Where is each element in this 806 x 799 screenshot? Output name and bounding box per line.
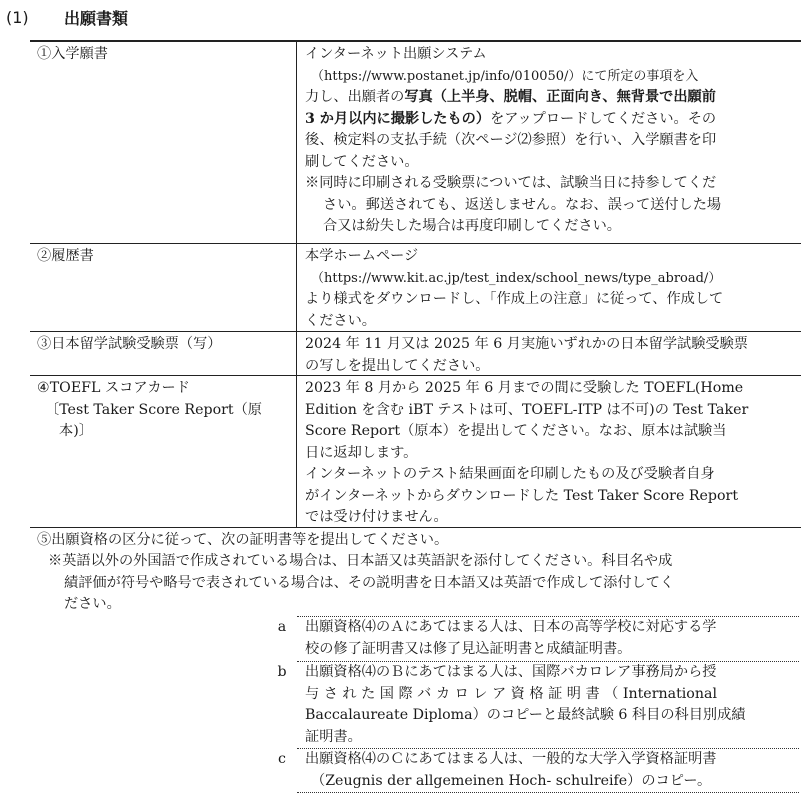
url-text: （https://www.kit.ac.jp/test_index/school_news/type_abroad/）: [311, 270, 722, 286]
text-line: 証明書。: [305, 728, 362, 745]
text-line: 2024 年 11 月又は 2025 年 6 月実施いずれかの日本留学試験受験票: [305, 336, 748, 352]
text-line: インターネット出願システム: [305, 46, 487, 62]
item-content: [305, 662, 745, 748]
note-line: 合又は紛失した場合は再度印刷してください。: [323, 218, 621, 234]
row5-intro: ⑤出願資格の区分に従って、次の証明書等を提出してください。: [37, 532, 449, 548]
text-line: ください。: [305, 312, 376, 329]
dotted-separator: [297, 792, 799, 793]
text-line: がインターネットからダウンロードした Test Taker Score Report: [305, 487, 739, 504]
row-content: [305, 44, 721, 238]
text-line: Baccalaureate Diploma）のコピーと最終試験 6 科目の科目別成績: [305, 707, 746, 723]
text-line: 刷してください。: [305, 153, 419, 170]
section-heading: [6, 5, 128, 29]
note-line: さい。郵送されても、返送しません。なお、誤って送付した場: [323, 196, 722, 213]
note-line: ださい。: [64, 596, 121, 612]
row-label: [37, 378, 262, 443]
column-divider: [296, 41, 297, 527]
text-line: 校の修了証明書又は修了見込証明書と成績証明書。: [305, 640, 632, 657]
text-line: [305, 87, 721, 109]
text-line: 2023 年 8 月から 2025 年 6 月までの間に受験した TOEFL(Home: [305, 380, 744, 396]
text-line: 出願資格⑷のＢにあてはまる人は、国際バカロレア事務局から授: [305, 664, 717, 680]
text-line: Score Report（原本）を提出してください。なお、原本は試験当: [305, 423, 727, 439]
text-line: 日に返却します。: [305, 444, 418, 461]
label-line: ④TOEFL スコアカード: [37, 380, 190, 396]
row-divider: [30, 243, 801, 244]
url-text: （https://www.postanet.jp/info/010050/）にて所定の事項を入: [311, 68, 699, 84]
text-line: では受け付けません。: [305, 509, 448, 525]
text-run: 力し、出願者の: [305, 89, 405, 105]
text-line: 与 さ れ た 国 際 バ カ ロ レ ア 資 格 証 明 書 （ International: [305, 685, 717, 702]
bold-run: 写真（上半身、脱帽、正面向き、無背景で出願前: [404, 89, 716, 105]
item-letter: a: [277, 619, 287, 635]
text-line: 後、検定料の支払手続（次ページ⑵参照）を行い、入学願書を印: [305, 132, 717, 148]
text-line: [305, 109, 721, 131]
text-line: Edition を含む iBT テストは可、TOEFL-ITP は不可)の Test Taker: [305, 401, 749, 418]
text-line: 出願資格⑷のＡにあてはまる人は、日本の高等学校に対応する学: [305, 619, 717, 635]
url-line: [305, 66, 721, 88]
item-letter: c: [278, 751, 286, 767]
section-number: (1): [6, 7, 29, 27]
table-top-rule: [30, 40, 801, 42]
item-content: [305, 749, 716, 792]
text-line: インターネットのテスト結果画面を印刷したもの及び受験者自身: [305, 466, 715, 482]
text-line: 本学ホームページ: [305, 248, 419, 264]
url-line: [305, 268, 723, 290]
text-line: 出願資格⑷のＣにあてはまる人は、一般的な大学入学資格証明書: [305, 751, 717, 767]
section-title: 出願書類: [64, 8, 129, 28]
item-letter: b: [277, 664, 287, 680]
label-line: 〔Test Taker Score Report（原: [45, 401, 262, 418]
bold-run: 3 か月以内に撮影したもの）: [305, 110, 491, 127]
row-content: [305, 246, 723, 332]
text-run: をアップロードしてください。その: [490, 110, 717, 127]
note-line: 績評価が符号や略号で表されている場合は、その説明書を日本語又は英語で作成して添付してく: [64, 574, 675, 591]
row-content: [305, 334, 748, 377]
note-line: ※同時に印刷される受験票については、試験当日に持参してくだ: [305, 175, 717, 191]
row-label: ①入学願書: [37, 46, 108, 62]
note-line: ※英語以外の外国語で作成されている場合は、日本語又は英語訳を添付してください。科目名や成: [48, 553, 673, 569]
text-line: （Zeugnis der allgemeinen Hoch- schulreife）のコピー。: [311, 772, 712, 789]
text-line: の写しを提出してください。: [305, 357, 490, 374]
row5-note: [48, 551, 674, 616]
row-content: [305, 378, 748, 529]
text-line: より様式をダウンロードし、「作成上の注意」に従って、作成して: [305, 291, 724, 307]
row-label: ②履歴書: [37, 248, 94, 264]
label-line: 本)〕: [59, 423, 93, 439]
item-content: [305, 617, 716, 660]
row-label: ③日本留学試験受験票（写）: [37, 336, 222, 352]
